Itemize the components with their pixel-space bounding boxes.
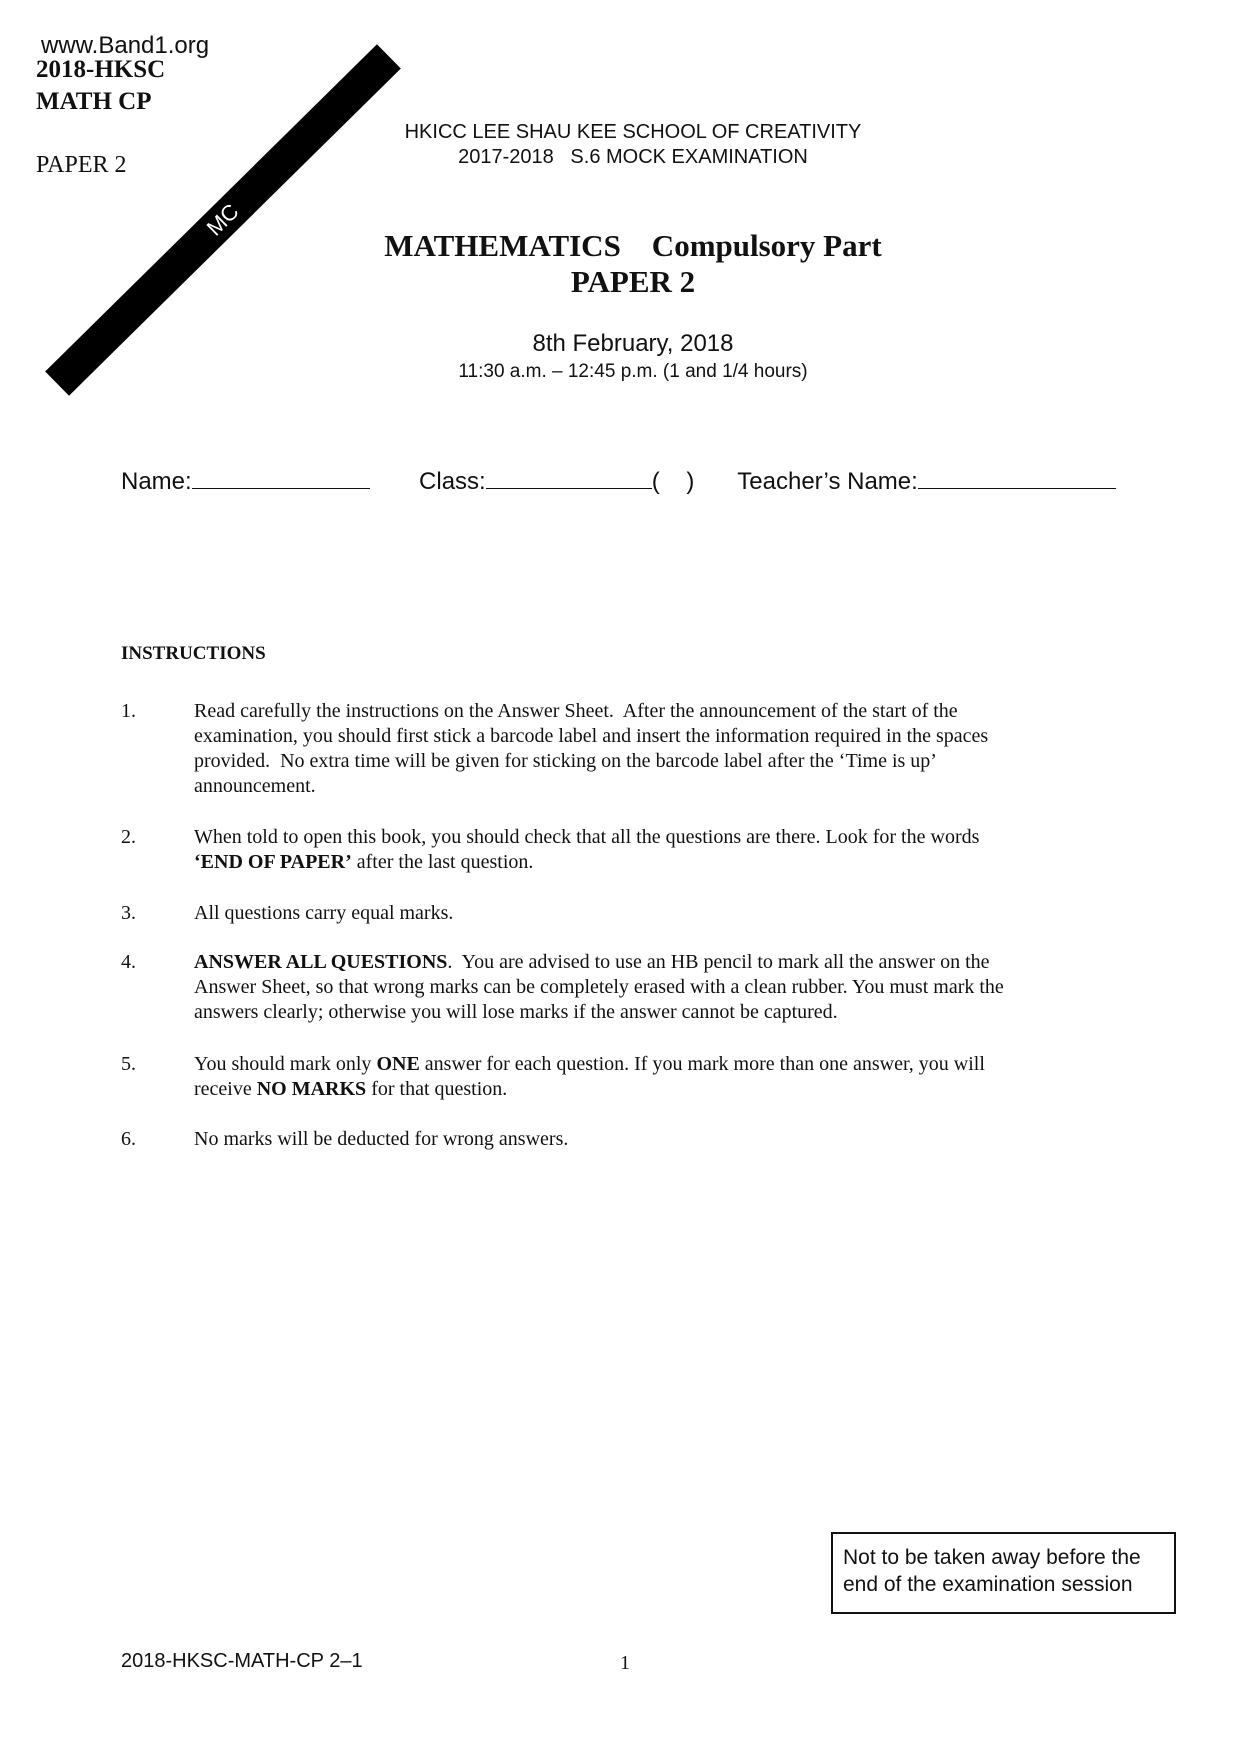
- instruction-line: [194, 1000, 1004, 1025]
- instruction-emphasis: ONE: [376, 1053, 420, 1075]
- paper-code-line1: 2018-HKSC: [36, 56, 166, 83]
- instruction-text: All questions carry equal marks.: [194, 902, 454, 924]
- instruction-line: [194, 825, 979, 850]
- instruction-line: [194, 950, 1004, 975]
- instruction-text: No marks will be deducted for wrong answers.: [194, 1128, 569, 1150]
- subject-title: MATHEMATICS Compulsory Part: [384, 228, 882, 263]
- instruction-number: 4.: [121, 951, 136, 973]
- instruction-text: for that question.: [366, 1078, 508, 1100]
- name-field[interactable]: [192, 468, 370, 489]
- instruction-line: [194, 749, 988, 774]
- instruction-number: 2.: [121, 826, 136, 848]
- page-number: 1: [620, 1652, 630, 1674]
- class-label: Class:: [419, 468, 486, 495]
- instruction-line: [194, 699, 988, 724]
- instructions-heading: INSTRUCTIONS: [121, 643, 266, 664]
- watermark[interactable]: www.Band1.org: [41, 32, 210, 59]
- instruction-line: [194, 1052, 985, 1077]
- instruction-emphasis: ANSWER ALL QUESTIONS: [194, 951, 448, 973]
- instruction-number: 6.: [121, 1128, 136, 1150]
- instruction-text: announcement.: [194, 775, 316, 797]
- instruction-text: provided. No extra time will be given for sticking on the barcode label after the ‘Time is up’: [194, 750, 937, 772]
- instruction-line: [194, 850, 979, 875]
- instruction-text: . You are advised to use an HB pencil to mark all the answer on the: [447, 951, 990, 973]
- teacher-label: Teacher’s Name:: [737, 468, 918, 495]
- footer-paper-code: 2018-HKSC-MATH-CP 2–1: [121, 1650, 363, 1672]
- instruction-line: [194, 975, 1004, 1000]
- instruction-emphasis: NO MARKS: [256, 1078, 367, 1100]
- class-number-field[interactable]: ( ): [651, 468, 695, 495]
- instruction-emphasis: ‘END OF PAPER’: [194, 851, 352, 873]
- student-info-row: [121, 468, 1116, 496]
- class-field[interactable]: [486, 468, 652, 489]
- instruction-number: 1.: [121, 700, 136, 722]
- notice-box: Not to be taken away before the end of the examination session: [831, 1532, 1176, 1614]
- instruction-line: [194, 1077, 985, 1102]
- instruction-line: [194, 774, 988, 799]
- exam-title: 2017-2018 S.6 MOCK EXAMINATION: [458, 146, 808, 168]
- instruction-text: answers clearly; otherwise you will lose marks if the answer cannot be captured.: [194, 1001, 838, 1023]
- instruction-text: answer for each question. If you mark more than one answer, you will: [419, 1053, 985, 1075]
- exam-date: 8th February, 2018: [532, 330, 734, 357]
- instruction-text: When told to open this book, you should check that all the questions are there. Look for the words: [194, 826, 980, 848]
- school-name: HKICC LEE SHAU KEE SCHOOL OF CREATIVITY: [404, 121, 862, 143]
- paper-code-line3: PAPER 2: [36, 152, 127, 178]
- name-label: Name:: [121, 468, 192, 495]
- instruction-text: You should mark only: [194, 1053, 377, 1075]
- instruction-text: examination, you should first stick a barcode label and insert the information required in the spaces: [194, 725, 989, 747]
- instruction-text: Answer Sheet, so that wrong marks can be completely erased with a clean rubber. You must mark the: [194, 976, 1004, 998]
- paper-code-line2: MATH CP: [36, 88, 152, 115]
- instruction-line: [194, 901, 453, 926]
- paper-title: PAPER 2: [570, 264, 696, 299]
- instruction-text: receive: [194, 1078, 257, 1100]
- instruction-text: after the last question.: [351, 851, 534, 873]
- instruction-number: 5.: [121, 1053, 136, 1075]
- teacher-field[interactable]: [918, 468, 1116, 489]
- instruction-text: Read carefully the instructions on the Answer Sheet. After the announcement of the start of the: [194, 700, 958, 722]
- banner-label: MC: [201, 198, 244, 241]
- instruction-number: 3.: [121, 902, 136, 924]
- instruction-line: [194, 724, 988, 749]
- exam-time: 11:30 a.m. – 12:45 p.m. (1 and 1/4 hours): [458, 361, 808, 382]
- instruction-line: [194, 1127, 568, 1152]
